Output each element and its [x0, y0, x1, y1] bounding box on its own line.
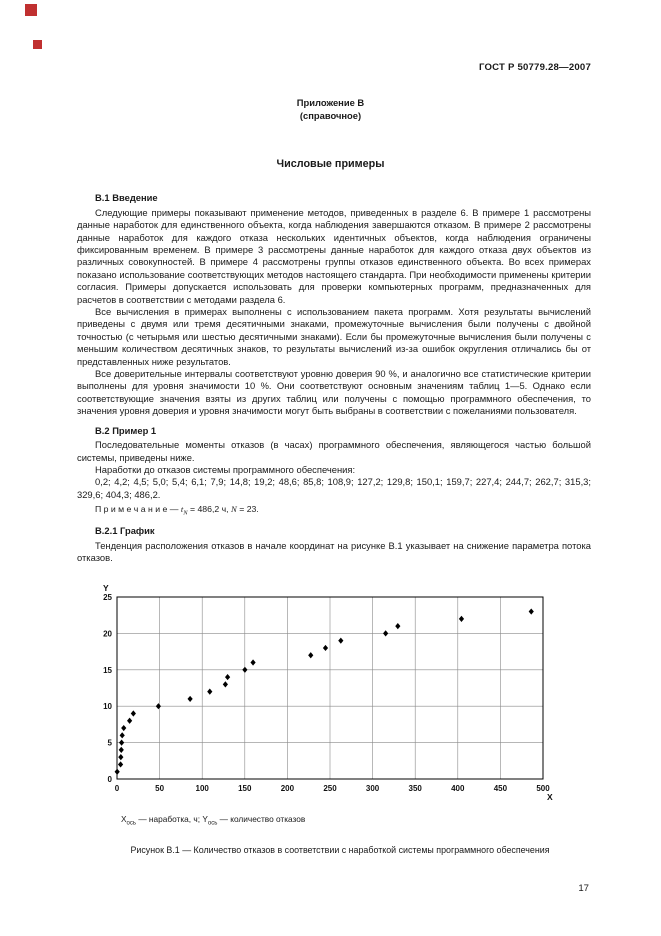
document-body [0, 192, 661, 856]
scan-artifact-mark [25, 4, 37, 16]
axis-note-y-text: — количество отказов [217, 814, 306, 825]
paragraph: Наработки до отказов системы программного обеспечения: [95, 463, 356, 475]
axis-note-x-text: — наработка, ч; [136, 814, 203, 825]
note-line [77, 504, 591, 518]
page-title: Числовые примеры [276, 158, 385, 171]
svg-text:Y: Y [103, 582, 109, 593]
svg-text:150: 150 [238, 783, 252, 793]
axis-note-x-var: X [121, 814, 127, 825]
svg-text:0: 0 [107, 774, 112, 784]
svg-text:20: 20 [103, 629, 112, 639]
figure-caption: Рисунок В.1 — Количество отказов в соответствии с наработкой системы программного обеспечения [130, 844, 550, 855]
paragraph: Следующие примеры показывают применение методов, приведенных в разделе 6. В примере 1 рассмотрены данные наработок для единственного объекта, когда наблюдения завершаются отказом. В примере 2 рассмотрены данные наработок для каждого отказа нескольких идентичных объектов, когда наблюдения ограничены фиксированным временем. В примере 3 рассмотрены данные наработок для каждого отказа двух объектов из различных совокупностей. В примере 4 рассмотрены группы отказов единственного объекта. Во всех примерах показано использование соответствующих методов настоящего стандарта. При необходимости применены критерии согласия. Примеры допускается использовать для проверки компьютерных программ, предназначенных для расчетов в соответствии с методами раздела 6. [77, 206, 591, 305]
failure-times-data: 0,2; 4,2; 4,5; 5,0; 5,4; 6,1; 7,9; 14,8; 19,2; 48,6; 85,8; 108,9; 127,2; 129,8; 150,1; 159,7; 227,4; 244,7; 262,7; 315,3; 329,6; 404,3; 486,2. [77, 476, 591, 500]
section-b2-heading: В.2 Пример 1 [95, 424, 157, 436]
svg-text:25: 25 [103, 592, 112, 602]
section-b21-heading: В.2.1 График [95, 525, 155, 537]
note-text: = 23. [236, 504, 259, 515]
svg-text:450: 450 [493, 783, 508, 793]
axis-note [89, 814, 591, 829]
page-number: 17 [578, 883, 589, 894]
axis-note-y-sub: ось [207, 820, 218, 827]
svg-text:100: 100 [195, 783, 209, 793]
svg-text:15: 15 [103, 665, 112, 675]
paragraph: Все вычисления в примерах выполнены с использованием пакета программ. Хотя результаты вычислений приведены с двумя или тремя десятичными знаками, промежуточные вычисления были получены с двойной точностью (с четырьмя или шестью десятичными знаками). Если бы промежуточные вычисления были получены с меньшим количеством десятичных знаков, то результаты вычислений из-за ошибок округления отличались бы от представленных ниже результатов. [77, 306, 591, 367]
note-text: = 486,2 ч, [187, 504, 231, 515]
scan-artifact-mark [33, 40, 42, 49]
svg-text:0: 0 [114, 783, 120, 793]
svg-text:350: 350 [408, 783, 422, 793]
annex-heading [0, 97, 661, 122]
note-label: П р и м е ч а н и е — [95, 504, 181, 515]
note-subscript-n: N [183, 509, 188, 517]
svg-text:300: 300 [365, 783, 380, 793]
axis-note-y-var: Y [202, 814, 208, 825]
axis-note-x-sub: ось [126, 820, 137, 827]
svg-text:400: 400 [451, 783, 465, 793]
svg-text:50: 50 [155, 783, 165, 793]
paragraph: Все доверительные интервалы соответствуют уровню доверия 90 %, и аналогично все статистические критерии выполнены для уровня значимости 10 %. Они соответствуют основным значениям таблиц 1—5. Однако если соответствующие значения взяты из других таблиц или получены с помощью программного обеспечения, то значения уровня доверия и уровня значимости могут быть выбраны в соответствии с пожеланиями пользователя. [77, 368, 591, 417]
note-variable-t: t [180, 504, 184, 515]
svg-text:200: 200 [280, 783, 295, 793]
annex-title: Приложение В [296, 97, 365, 108]
svg-text:500: 500 [536, 783, 550, 793]
section-b1-heading: В.1 Введение [95, 192, 158, 204]
annex-subtitle: (справочное) [299, 109, 362, 121]
note-variable-n: N [231, 504, 237, 515]
svg-text:250: 250 [323, 783, 337, 793]
svg-text:10: 10 [103, 701, 112, 711]
paragraph: Тенденция расположения отказов в начале координат на рисунке В.1 указывает на снижение параметра потока отказов. [77, 539, 591, 564]
figure-b1 [77, 579, 591, 857]
svg-text:X: X [547, 791, 553, 802]
doc-number: ГОСТ Р 50779.28—2007 [478, 62, 591, 73]
failure-scatter-plot [89, 579, 559, 807]
svg-text:5: 5 [107, 738, 112, 748]
paragraph: Последовательные моменты отказов (в часах) программного обеспечения, являющегося частью большой системы, приведены ниже. [77, 439, 591, 463]
